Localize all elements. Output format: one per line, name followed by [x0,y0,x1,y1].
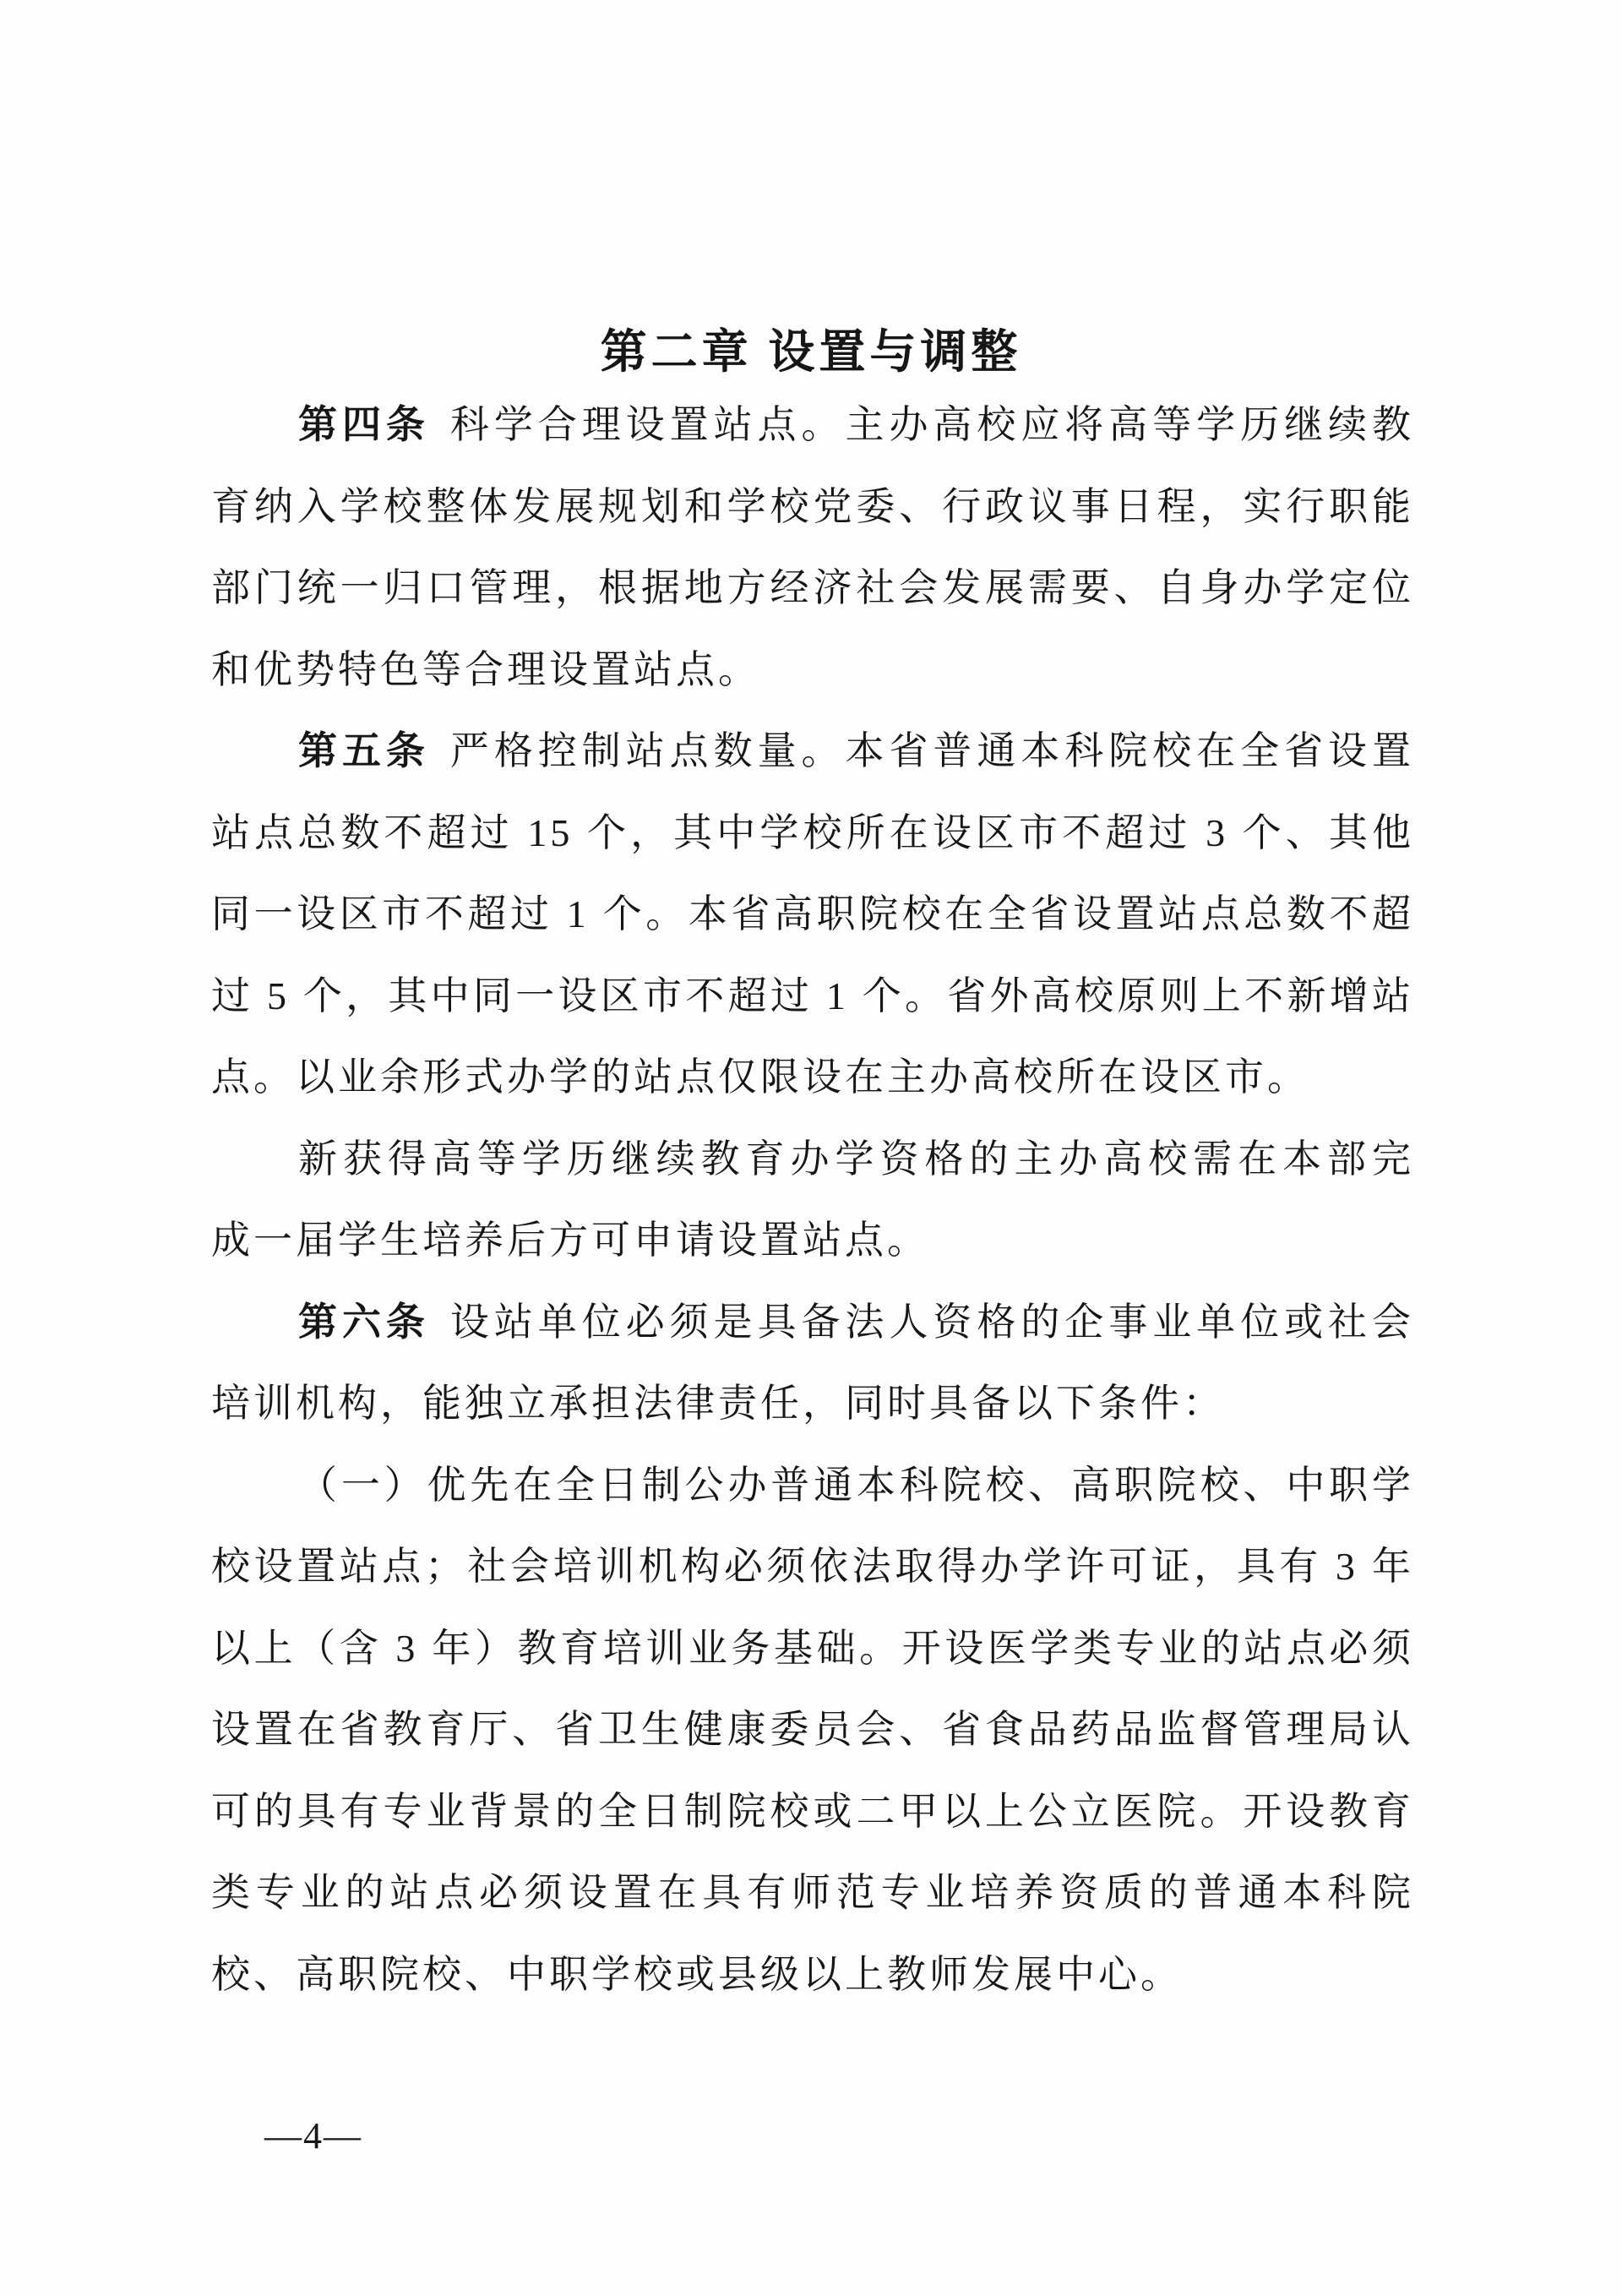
text-line [211,1119,1414,1201]
text-line [211,1282,1414,1364]
text-line [211,1037,1414,1119]
line-text: 部门统一归口管理，根据地方经济社会发展需要、自身办学定位 [211,566,1414,609]
document-body [211,384,1414,2015]
line-text: 严格控制站点数量。本省普通本科院校在全省设置 [449,729,1414,772]
line-text: 点。以业余形式办学的站点仅限设在主办高校所在设区市。 [211,1055,1309,1099]
article-number: 第四条 [298,403,430,446]
text-line [211,1526,1414,1608]
line-text: 设站单位必须是具备法人资格的企事业单位或社会 [449,1300,1414,1344]
line-text: 可的具有专业背景的全日制院校或二甲以上公立医院。开设教育 [211,1789,1414,1833]
line-text: 同一设区市不超过 1 个。本省高职院校在全省设置站点总数不超 [211,892,1414,935]
text-line [211,1445,1414,1527]
line-text: （一）优先在全日制公办普通本科院校、高职院校、中职学 [298,1463,1414,1507]
text-line [211,384,1414,466]
line-text: 培训机构，能独立承担法律责任，同时具备以下条件： [211,1382,1225,1425]
text-line [211,874,1414,956]
page-number: —4— [264,2115,362,2157]
text-line [211,793,1414,875]
text-line [211,1689,1414,1771]
text-line [211,1934,1414,2016]
chapter-title: 第二章 设置与调整 [600,326,1022,378]
line-text: 新获得高等学历继续教育办学资格的主办高校需在本部完 [298,1137,1414,1181]
text-line [211,711,1414,793]
text-line [211,1771,1414,1853]
line-text: 校、高职院校、中职学校或县级以上教师发展中心。 [211,1952,1183,1996]
text-line [211,630,1414,712]
article-number: 第六条 [298,1300,430,1344]
text-line [211,1852,1414,1934]
line-text: 过 5 个，其中同一设区市不超过 1 个。省外高校原则上不新增站 [211,973,1414,1017]
line-text: 设置在省教育厅、省卫生健康委员会、省食品药品监督管理局认 [211,1708,1414,1751]
line-text: 和优势特色等合理设置站点。 [211,647,760,691]
text-line [211,956,1414,1038]
line-text: 校设置站点；社会培训机构必须依法取得办学许可证，具有 3 年 [211,1545,1414,1588]
text-line [211,548,1414,630]
line-text: 科学合理设置站点。主办高校应将高等学历继续教 [449,403,1414,446]
line-text: 站点总数不超过 15 个，其中学校所在设区市不超过 3 个、其他 [211,810,1414,854]
text-line [211,1200,1414,1282]
text-line [211,1363,1414,1445]
line-text: 成一届学生培养后方可申请设置站点。 [211,1219,929,1262]
line-text: 育纳入学校整体发展规划和学校党委、行政议事日程，实行职能 [211,484,1414,528]
article-number: 第五条 [298,729,430,772]
line-text: 类专业的站点必须设置在具有师范专业培养资质的普通本科院 [211,1871,1414,1914]
text-line [211,466,1414,548]
text-line [211,1608,1414,1690]
line-text: 以上（含 3 年）教育培训业务基础。开设医学类专业的站点必须 [211,1626,1414,1670]
